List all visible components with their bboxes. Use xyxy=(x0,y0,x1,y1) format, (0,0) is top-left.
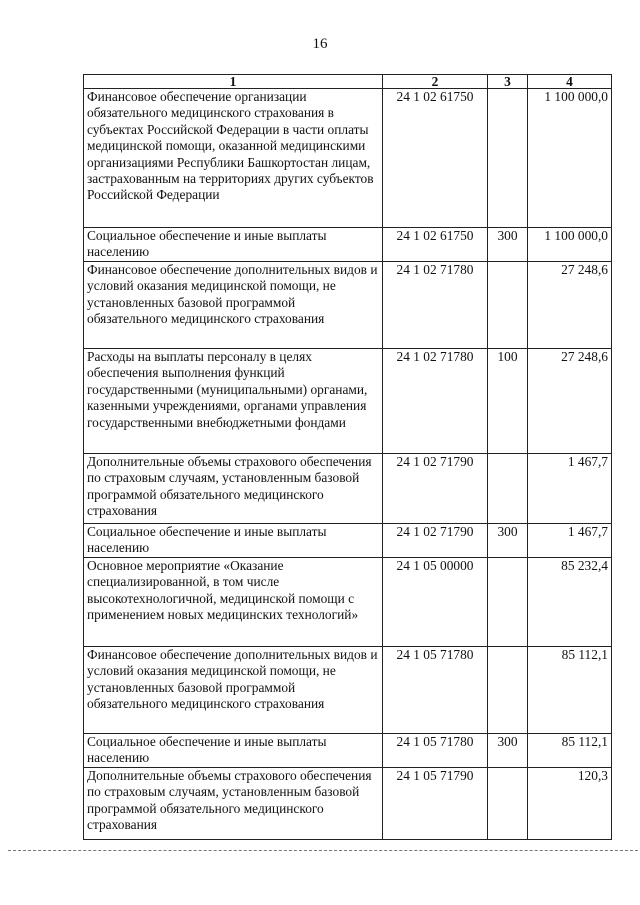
row-name: Социальное обеспечение и иные выплаты населению xyxy=(84,524,383,558)
row-expense-type: 300 xyxy=(488,734,528,768)
row-expense-type xyxy=(488,454,528,524)
table-row xyxy=(84,734,612,768)
table-row xyxy=(84,647,612,734)
budget-table xyxy=(83,74,612,840)
row-expense-type xyxy=(488,89,528,228)
row-code: 24 1 02 71790 xyxy=(383,524,488,558)
table-row xyxy=(84,228,612,262)
row-name: Дополнительные объемы страхового обеспечения по страховым случаям, установленным базовой программой обязательного медицинского страхования xyxy=(84,768,383,840)
page-number: 16 xyxy=(312,36,328,52)
row-name: Социальное обеспечение и иные выплаты населению xyxy=(84,734,383,768)
row-code: 24 1 02 61750 xyxy=(383,89,488,228)
row-sum: 27 248,6 xyxy=(528,262,612,349)
row-expense-type: 100 xyxy=(488,349,528,454)
table-row xyxy=(84,262,612,349)
table-row xyxy=(84,558,612,647)
table-row xyxy=(84,524,612,558)
row-name: Финансовое обеспечение дополнительных видов и условий оказания медицинской помощи, не установленных базовой программой обязательного медицинского страхования xyxy=(84,647,383,734)
row-expense-type xyxy=(488,768,528,840)
row-code: 24 1 02 71790 xyxy=(383,454,488,524)
table-row xyxy=(84,89,612,228)
row-code: 24 1 05 00000 xyxy=(383,558,488,647)
row-sum: 1 467,7 xyxy=(528,524,612,558)
row-sum: 85 112,1 xyxy=(528,647,612,734)
table-row xyxy=(84,768,612,840)
row-sum: 1 467,7 xyxy=(528,454,612,524)
row-code: 24 1 05 71790 xyxy=(383,768,488,840)
row-expense-type xyxy=(488,262,528,349)
header-col-1: 1 xyxy=(84,75,383,89)
row-expense-type: 300 xyxy=(488,228,528,262)
row-code: 24 1 02 71780 xyxy=(383,262,488,349)
table-row xyxy=(84,454,612,524)
header-col-3: 3 xyxy=(488,75,528,89)
row-code: 24 1 02 61750 xyxy=(383,228,488,262)
page-bottom-divider xyxy=(8,850,638,851)
row-code: 24 1 05 71780 xyxy=(383,734,488,768)
row-name: Финансовое обеспечение организации обязательного медицинского страхования в субъектах Российской Федерации в части оплаты медицинской помощи, оказанной медицинскими организациями Республики Башкортостан лицам, застрахованным на территориях других субъектов Российской Федерации xyxy=(84,89,383,228)
row-expense-type xyxy=(488,647,528,734)
row-name: Расходы на выплаты персоналу в целях обеспечения выполнения функций государственными (муниципальными) органами, казенными учреждениями, органами управления государственными внебюджетными фондами xyxy=(84,349,383,454)
row-name: Дополнительные объемы страхового обеспечения по страховым случаям, установленным базовой программой обязательного медицинского страхования xyxy=(84,454,383,524)
table-header-row xyxy=(84,75,612,89)
row-code: 24 1 02 71780 xyxy=(383,349,488,454)
row-sum: 1 100 000,0 xyxy=(528,89,612,228)
row-name: Социальное обеспечение и иные выплаты населению xyxy=(84,228,383,262)
row-sum: 120,3 xyxy=(528,768,612,840)
row-sum: 1 100 000,0 xyxy=(528,228,612,262)
row-sum: 85 112,1 xyxy=(528,734,612,768)
table-row xyxy=(84,349,612,454)
row-expense-type: 300 xyxy=(488,524,528,558)
row-expense-type xyxy=(488,558,528,647)
row-code: 24 1 05 71780 xyxy=(383,647,488,734)
header-col-4: 4 xyxy=(528,75,612,89)
header-col-2: 2 xyxy=(383,75,488,89)
row-sum: 85 232,4 xyxy=(528,558,612,647)
row-name: Основное мероприятие «Оказание специализированной, в том числе высокотехнологичной, медицинской помощи с применением новых медицинских технологий» xyxy=(84,558,383,647)
row-name: Финансовое обеспечение дополнительных видов и условий оказания медицинской помощи, не установленных базовой программой обязательного медицинского страхования xyxy=(84,262,383,349)
row-sum: 27 248,6 xyxy=(528,349,612,454)
